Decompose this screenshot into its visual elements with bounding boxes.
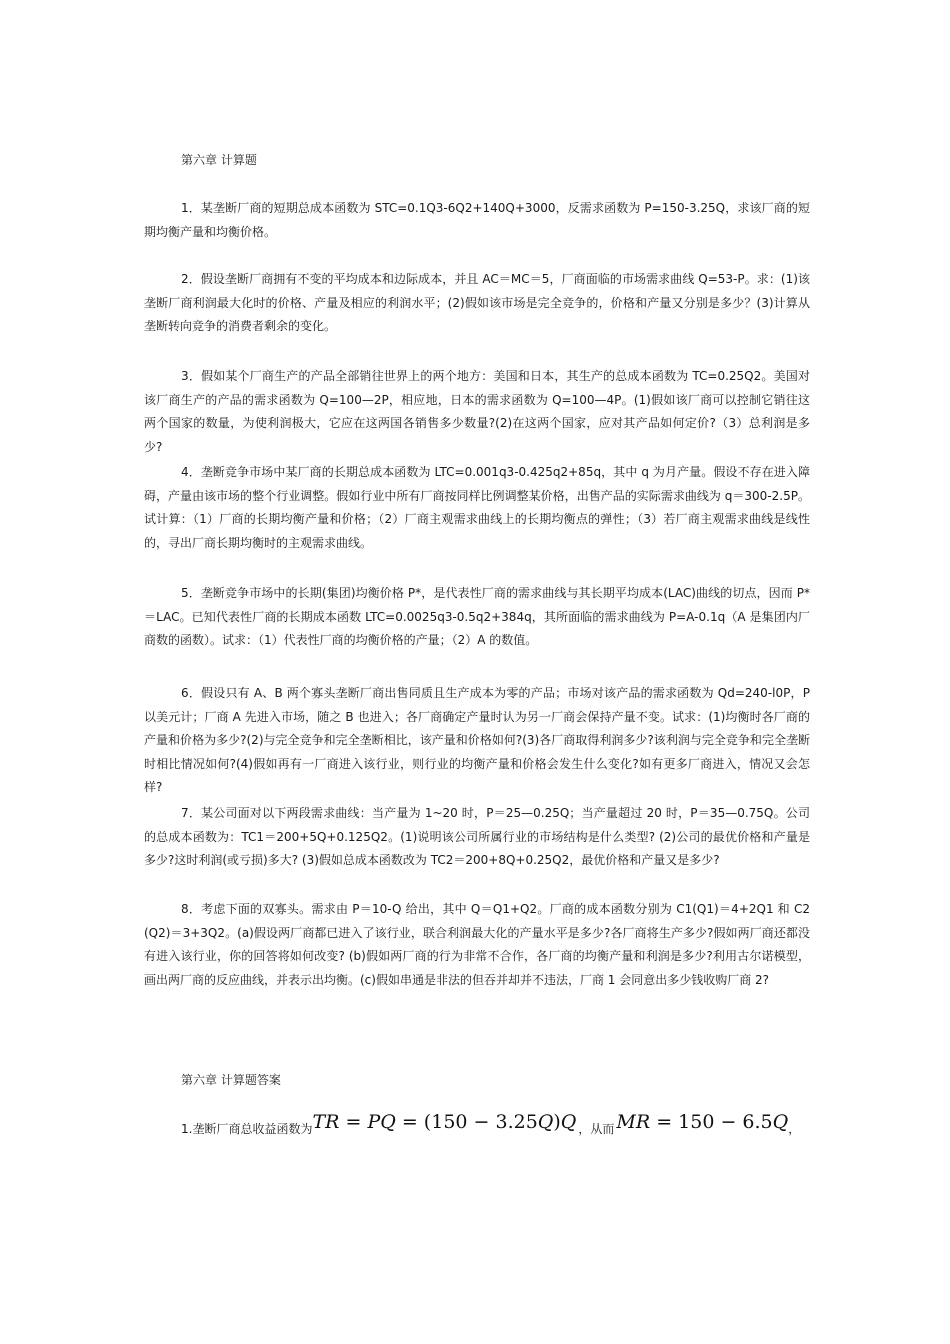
question-7: 7．某公司面对以下两段需求曲线：当产量为 1~20 时，P＝25—0.25Q；当产量超过 20 时，P＝35—0.75Q。公司的总成本函数为：TC1＝200+5Q+0.125Q2。(1)说明该公司所属行业的市场结构是什么类型? (2)公司的最优价格和产量是多少?这时利润(或亏损)多大? (3)假如总成本函数改为 TC2＝200+8Q+0.25Q2，最优价格和产量又是多少? xyxy=(144,806,810,867)
question-1: 1．某垄断厂商的短期总成本函数为 STC=0.1Q3-6Q2+140Q+3000，反需求函数为 P=150-3.25Q，求该厂商的短期均衡产量和均衡价格。 xyxy=(144,201,810,239)
answer-1-connector: ，从而 xyxy=(578,1121,615,1136)
answer-1-line xyxy=(181,1108,800,1148)
question-6: 6．假设只有 A、B 两个寡头垄断厂商出售同质且生产成本为零的产品；市场对该产品的需求函数为 Qd=240-l0P，P 以美元计；厂商 A 先进入市场，随之 B 也进入；各厂商确定产量时认为另一厂商会保持产量不变。试求：(1)均衡时各厂商的产量和价格为多少?(2)与完全竞争和完全垄断相比，该产量和价格如何?(3)各厂商取得利润多少?该利润与完全竞争和完全垄断时相比情况如何?(4)假如再有一厂商进入该行业，则行业的均衡产量和价格会发生什么变化?如有更多厂商进入，情况又会怎样? xyxy=(144,686,810,794)
question-5: 5．垄断竞争市场中的长期(集团)均衡价格 P*，是代表性厂商的需求曲线与其长期平均成本(LAC)曲线的切点，因而 P*＝LAC。已知代表性厂商的长期成本函数 LTC=0.0025q3-0.5q2+384q，其所面临的需求曲线为 P=A-0.1q（A 是集团内厂商数的函数）。试求：（1）代表性厂商的均衡价格的产量；（2）A 的数值。 xyxy=(144,586,810,647)
marginal-revenue-formula: MR = 150 − 6.5Q xyxy=(616,1111,789,1133)
answer-1-lead: 1.垄断厂商总收益函数为 xyxy=(181,1121,313,1136)
question-3: 3．假如某个厂商生产的产品全部销往世界上的两个地方：美国和日本，其生产的总成本函数为 TC=0.25Q2。美国对该厂商生产的产品的需求函数为 Q=100—2P，相应地，日本的需求函数为 Q=100—4P。(1)假如该厂商可以控制它销往这两个国家的数量，为使利润极大，它应在这两国各销售多少数量?(2)在这两个国家，应对其产品如何定价?（3）总利润是多少? xyxy=(144,369,810,454)
total-revenue-formula: TR = PQ = (150 − 3.25Q)Q xyxy=(312,1111,577,1133)
questions-title: 第六章 计算题 xyxy=(181,153,257,167)
answer-1-tail: ， xyxy=(788,1121,801,1136)
question-2: 2．假设垄断厂商拥有不变的平均成本和边际成本，并且 AC＝MC＝5，厂商面临的市场需求曲线 Q=53-P。求：(1)该垄断厂商利润最大化时的价格、产量及相应的利润水平；(2)假如该市场是完全竞争的，价格和产量又分别是多少？(3)计算从垄断转向竞争的消费者剩余的变化。 xyxy=(144,272,810,333)
answers-title: 第六章 计算题答案 xyxy=(181,1073,281,1087)
question-4: 4．垄断竞争市场中某厂商的长期总成本函数为 LTC=0.001q3-0.425q2+85q，其中 q 为月产量。假设不存在进入障碍，产量由该市场的整个行业调整。假如行业中所有厂商按同样比例调整某价格，出售产品的实际需求曲线为 q＝300-2.5P。试计算：（1）厂商的长期均衡产量和价格；（2）厂商主观需求曲线上的长期均衡点的弹性；（3）若厂商主观需求曲线是线性的，寻出厂商长期均衡时的主观需求曲线。 xyxy=(144,465,810,550)
question-8: 8．考虑下面的双寡头。需求由 P＝10-Q 给出，其中 Q＝Q1+Q2。厂商的成本函数分别为 C1(Q1)＝4+2Q1 和 C2(Q2)＝3+3Q2。(a)假设两厂商都已进入了该行业，联合利润最大化的产量水平是多少?各厂商将生产多少?假如两厂商还都没有进入该行业，你的回答将如何改变? (b)假如两厂商的行为非常不合作，各厂商的均衡产量和利润是多少?利用古尔诺模型，画出两厂商的反应曲线，并表示出均衡。(c)假如串通是非法的但吞并却并不违法，厂商 1 会同意出多少钱收购厂商 2? xyxy=(144,902,810,987)
